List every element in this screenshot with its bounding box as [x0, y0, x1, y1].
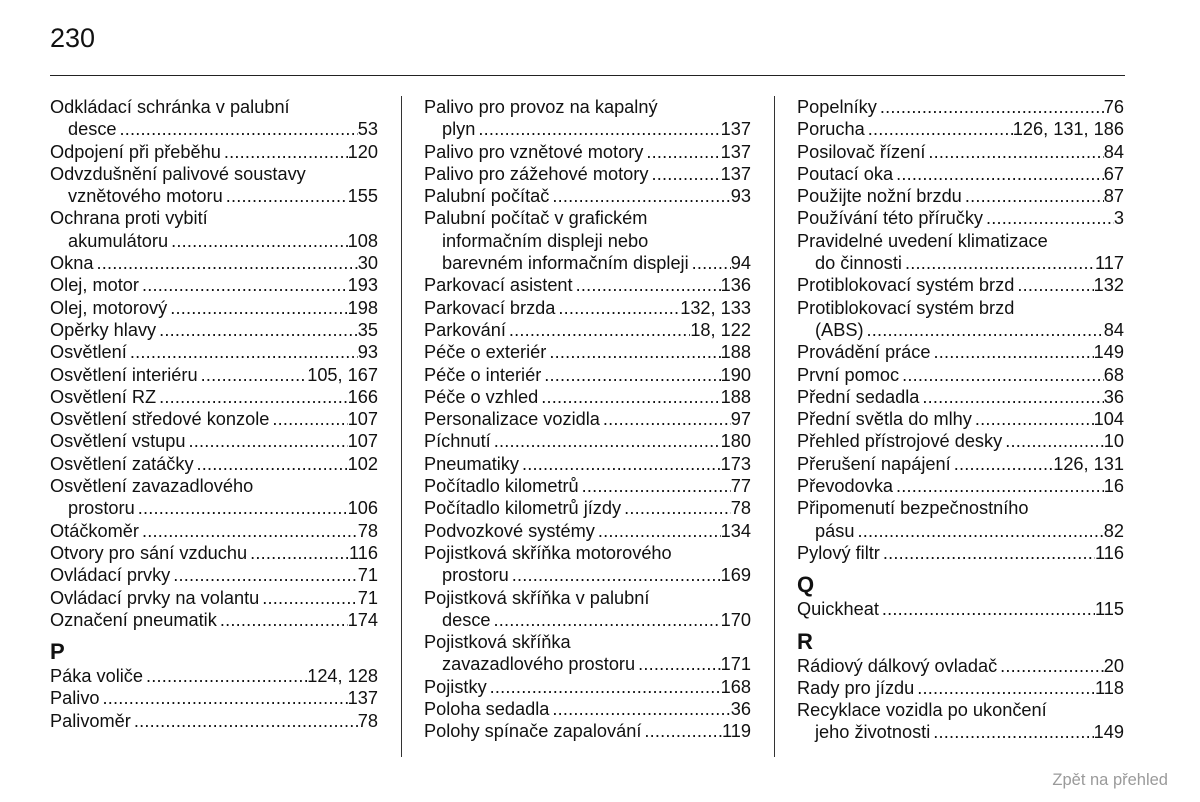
page-reference[interactable]: 118 [1095, 677, 1124, 698]
dot-leader [879, 598, 1095, 620]
entry-text: Počítadlo kilometrů jízdy [424, 498, 622, 519]
index-entry[interactable] [797, 96, 1124, 118]
entry-text: (ABS) [815, 319, 864, 340]
entry-text: Pojistková skříňka v palubní [424, 587, 650, 608]
page-reference[interactable]: 105, 167 [307, 364, 378, 385]
column-divider [774, 96, 775, 757]
entry-text: Počítadlo kilometrů [424, 476, 579, 497]
index-entry[interactable] [424, 587, 751, 632]
entry-text: První pomoc [797, 364, 900, 385]
section-letter: P [50, 639, 65, 665]
dot-leader [925, 141, 1103, 163]
section-letter: R [797, 628, 813, 654]
page-reference[interactable]: 193 [347, 275, 378, 296]
page-reference[interactable]: 68 [1103, 364, 1124, 385]
index-entry[interactable] [424, 341, 751, 363]
index-entry[interactable] [424, 163, 751, 185]
index-entry[interactable] [50, 542, 378, 564]
entry-text: Osvětlení zavazadlového [50, 476, 254, 497]
page-reference[interactable]: 104 [1093, 409, 1124, 430]
entry-text: Palivo pro zážehové motory [424, 163, 649, 184]
entry-text: Olej, motor [50, 275, 139, 296]
header-rule [50, 75, 1125, 76]
dot-leader [135, 497, 348, 519]
dot-leader [168, 230, 348, 252]
index-entry[interactable] [50, 453, 378, 475]
index-entry[interactable] [797, 341, 1124, 363]
page-reference[interactable]: 93 [357, 342, 378, 363]
entry-text: Odvzdušnění palivové soustavy [50, 163, 306, 184]
entry-text: barevném informačním displeji [442, 253, 689, 274]
index-entry[interactable] [424, 430, 751, 452]
entry-text: Otvory pro sání vzduchu [50, 542, 248, 563]
entry-text: do činnosti [815, 253, 902, 274]
page-reference[interactable]: 78 [357, 520, 378, 541]
index-entry[interactable] [424, 497, 751, 519]
index-entry[interactable] [50, 364, 378, 386]
entry-text: desce [442, 609, 491, 630]
index-entry[interactable] [424, 319, 751, 341]
page-reference[interactable]: 107 [347, 431, 378, 452]
dot-leader [600, 408, 731, 430]
entry-text: prostoru [68, 498, 135, 519]
index-entry[interactable] [424, 297, 751, 319]
entry-text: Poloha sedadla [424, 699, 550, 720]
index-entry[interactable] [50, 319, 378, 341]
dot-leader [1002, 430, 1104, 452]
dot-leader [635, 653, 721, 675]
page-reference[interactable]: 93 [730, 186, 751, 207]
page-reference[interactable]: 115 [1095, 599, 1124, 620]
page-number: 230 [50, 23, 96, 53]
dot-leader [139, 520, 358, 542]
page-reference[interactable]: 137 [720, 141, 751, 162]
dot-leader [491, 609, 721, 631]
index-entry[interactable] [797, 475, 1124, 497]
dot-leader [247, 542, 349, 564]
page-reference[interactable]: 78 [730, 498, 751, 519]
page-reference[interactable]: 71 [357, 587, 378, 608]
dot-leader [223, 185, 348, 207]
page-reference[interactable]: 87 [1103, 186, 1124, 207]
entry-text: Parkování [424, 319, 506, 340]
index-entry[interactable] [797, 542, 1124, 564]
page-reference[interactable]: 71 [357, 565, 378, 586]
dot-leader [156, 386, 348, 408]
index-entry[interactable] [50, 163, 378, 208]
page-reference[interactable]: 119 [722, 721, 751, 742]
dot-leader [170, 564, 357, 586]
entry-text: Protiblokovací systém brzd [797, 297, 1015, 318]
page-reference[interactable]: 116 [1095, 542, 1124, 563]
page-reference[interactable]: 16 [1103, 476, 1124, 497]
page-reference[interactable]: 170 [720, 609, 751, 630]
dot-leader [641, 720, 722, 742]
entry-text: Rady pro jízdu [797, 677, 915, 698]
index-entry[interactable] [50, 587, 378, 609]
entry-text: Personalizace vozidla [424, 409, 600, 430]
dot-leader [93, 252, 357, 274]
dot-leader [131, 710, 358, 732]
dot-leader [648, 163, 720, 185]
entry-text: vznětového motoru [68, 186, 223, 207]
dot-leader [127, 341, 358, 363]
entry-text: Pojistková skříňka [424, 632, 571, 653]
index-entry[interactable] [50, 687, 378, 709]
index-entry[interactable] [424, 453, 751, 475]
dot-leader [509, 564, 721, 586]
index-entry[interactable] [424, 698, 751, 720]
index-column-right [797, 96, 1124, 744]
dot-leader [259, 587, 358, 609]
index-entry[interactable] [50, 141, 378, 163]
entry-text: Péče o exteriér [424, 342, 547, 363]
page-reference[interactable]: 67 [1103, 163, 1124, 184]
entry-text: Poutací oka [797, 163, 894, 184]
page-reference[interactable]: 132, 133 [680, 297, 751, 318]
dot-leader [914, 677, 1095, 699]
page-reference[interactable]: 155 [347, 186, 378, 207]
index-entry[interactable] [50, 520, 378, 542]
index-entry[interactable] [797, 207, 1124, 229]
dot-leader [117, 118, 358, 140]
page-reference[interactable]: 117 [1095, 253, 1124, 274]
entry-text: Ovládací prvky na volantu [50, 587, 260, 608]
index-entry[interactable] [424, 386, 751, 408]
page-reference[interactable]: 3 [1113, 208, 1124, 229]
dot-leader [972, 408, 1094, 430]
entry-text: zavazadlového prostoru [442, 654, 636, 675]
dot-leader [962, 185, 1104, 207]
entry-text: Osvětlení vstupu [50, 431, 186, 452]
index-entry[interactable] [424, 274, 751, 296]
page-reference[interactable]: 137 [720, 119, 751, 140]
page-reference[interactable]: 30 [357, 253, 378, 274]
index-entry[interactable] [797, 598, 1124, 620]
dot-leader [156, 319, 358, 341]
entry-text: Přerušení napájení [797, 453, 951, 474]
dot-leader [854, 520, 1103, 542]
index-entry[interactable] [797, 386, 1124, 408]
dot-leader [491, 430, 721, 452]
page-reference[interactable]: 78 [357, 710, 378, 731]
dot-leader [549, 185, 730, 207]
dot-leader [167, 297, 347, 319]
page-reference[interactable]: 198 [347, 297, 378, 318]
index-entry[interactable] [797, 118, 1124, 140]
page-reference[interactable]: 149 [1093, 342, 1124, 363]
page-reference[interactable]: 134 [720, 520, 751, 541]
dot-leader [549, 698, 730, 720]
entry-text: Použijte nožní brzdu [797, 186, 962, 207]
index-entry[interactable] [797, 497, 1124, 542]
dot-leader [880, 542, 1095, 564]
dot-leader [217, 609, 348, 631]
entry-text: Osvětlení zatáčky [50, 453, 194, 474]
dot-leader [185, 430, 347, 452]
dot-leader [919, 386, 1103, 408]
entry-text: Osvětlení RZ [50, 386, 157, 407]
page-reference[interactable]: 149 [1093, 722, 1124, 743]
entry-text: Provádění práce [797, 342, 931, 363]
index-entry[interactable] [797, 677, 1124, 699]
entry-text: Posilovač řízení [797, 141, 926, 162]
index-entry[interactable] [424, 720, 751, 742]
entry-text: Osvětlení středové konzole [50, 409, 270, 430]
dot-leader [579, 475, 731, 497]
entry-text: Palubní počítač [424, 186, 550, 207]
page-reference[interactable]: 97 [730, 409, 751, 430]
page-reference[interactable]: 77 [730, 476, 751, 497]
entry-text: Polohy spínače zapalování [424, 721, 642, 742]
page-reference[interactable]: 132 [1093, 275, 1124, 296]
dot-leader [198, 364, 308, 386]
entry-text: Označení pneumatik [50, 609, 217, 630]
entry-text: Páka voliče [50, 666, 144, 687]
dot-leader [573, 274, 721, 296]
index-entry[interactable] [50, 408, 378, 430]
entry-text: Otáčkoměr [50, 520, 139, 541]
page-reference[interactable]: 107 [347, 409, 378, 430]
index-entry[interactable] [424, 631, 751, 676]
index-entry[interactable] [797, 185, 1124, 207]
entry-text: Ovládací prvky [50, 565, 171, 586]
dot-leader [983, 207, 1114, 229]
dot-leader [902, 252, 1095, 274]
page-reference[interactable]: 116 [349, 542, 378, 563]
page-reference[interactable]: 188 [720, 386, 751, 407]
entry-text: Pneumatiky [424, 453, 520, 474]
entry-text: Přední světla do mlhy [797, 409, 972, 430]
entry-text: Opěrky hlavy [50, 319, 157, 340]
page-reference[interactable]: 10 [1103, 431, 1124, 452]
page-reference[interactable]: 126, 131, 186 [1012, 119, 1124, 140]
entry-text: Péče o vzhled [424, 386, 539, 407]
index-entry[interactable] [50, 609, 378, 631]
dot-leader [221, 141, 348, 163]
column-divider [401, 96, 402, 757]
dot-leader [893, 163, 1104, 185]
page-reference[interactable]: 137 [720, 163, 751, 184]
dot-leader [595, 520, 721, 542]
index-entry[interactable] [50, 341, 378, 363]
index-entry[interactable] [50, 252, 378, 274]
page-reference[interactable]: 102 [347, 453, 378, 474]
entry-text: Pravidelné uvedení klimatizace [797, 230, 1048, 251]
entry-text: Přehled přístrojové desky [797, 431, 1003, 452]
entry-text: Popelníky [797, 97, 877, 117]
entry-text: Olej, motorový [50, 297, 168, 318]
entry-text: Osvětlení interiéru [50, 364, 198, 385]
dot-leader [930, 341, 1093, 363]
page-reference[interactable]: 36 [730, 699, 751, 720]
dot-leader [506, 319, 690, 341]
page-reference[interactable]: 20 [1103, 655, 1124, 676]
page-reference[interactable]: 124, 128 [307, 666, 378, 687]
dot-leader [194, 453, 348, 475]
index-entry[interactable] [424, 96, 751, 141]
index-entry[interactable] [797, 453, 1124, 475]
index-entry[interactable] [797, 297, 1124, 342]
index-entry[interactable] [424, 364, 751, 386]
page-reference[interactable]: 94 [730, 253, 751, 274]
entry-text: Parkovací asistent [424, 275, 573, 296]
dot-leader [519, 453, 721, 475]
page-reference[interactable]: 106 [347, 498, 378, 519]
entry-text: jeho životnosti [815, 722, 931, 743]
dot-leader [541, 364, 720, 386]
page-reference[interactable]: 174 [347, 609, 378, 630]
dot-leader [487, 676, 721, 698]
entry-text: Odpojení při přeběhu [50, 141, 221, 162]
index-entry[interactable] [50, 297, 378, 319]
index-entry[interactable] [797, 230, 1124, 275]
entry-text: Píchnutí [424, 431, 491, 452]
dot-leader [864, 319, 1104, 341]
index-entry[interactable] [50, 430, 378, 452]
index-entry[interactable] [50, 475, 378, 520]
index-entry[interactable] [797, 699, 1124, 744]
entry-text: akumulátoru [68, 230, 169, 251]
dot-leader [877, 96, 1104, 118]
entry-text: Porucha [797, 119, 865, 140]
dot-leader [143, 665, 307, 687]
page-reference[interactable]: 126, 131 [1053, 453, 1124, 474]
page-reference[interactable]: 173 [720, 453, 751, 474]
index-entry[interactable] [424, 141, 751, 163]
index-entry[interactable] [50, 564, 378, 586]
entry-text: Okna [50, 253, 94, 274]
page-reference[interactable]: 171 [720, 654, 751, 675]
index-entry[interactable] [797, 430, 1124, 452]
page-reference[interactable]: 82 [1103, 520, 1124, 541]
dot-leader [139, 274, 348, 296]
page-reference[interactable]: 36 [1103, 386, 1124, 407]
dot-leader [997, 655, 1104, 677]
index-entry[interactable] [424, 207, 751, 274]
dot-leader [643, 141, 720, 163]
entry-text: Odkládací schránka v palubní [50, 97, 290, 117]
entry-text: informačním displeji nebo [442, 230, 649, 251]
entry-text: Palivoměr [50, 710, 131, 731]
page-reference[interactable]: 53 [357, 119, 378, 140]
index-entry[interactable] [797, 364, 1124, 386]
page-reference[interactable]: 168 [720, 676, 751, 697]
page-reference[interactable]: 190 [720, 364, 751, 385]
dot-leader [269, 408, 347, 430]
entry-text: Podvozkové systémy [424, 520, 595, 541]
entry-text: Quickheat [797, 599, 879, 620]
page-reference[interactable]: 166 [347, 386, 378, 407]
dot-leader [893, 475, 1104, 497]
index-entry[interactable] [424, 542, 751, 587]
page-reference[interactable]: 137 [347, 688, 378, 709]
page-reference[interactable]: 84 [1103, 319, 1124, 340]
entry-text: Osvětlení [50, 342, 127, 363]
page-reference[interactable]: 180 [720, 431, 751, 452]
index-entry[interactable] [50, 665, 378, 687]
entry-text: Péče o interiér [424, 364, 542, 385]
dot-leader [475, 118, 720, 140]
dot-leader [546, 341, 720, 363]
dot-leader [899, 364, 1104, 386]
page-reference[interactable]: 84 [1103, 141, 1124, 162]
dot-leader [951, 453, 1054, 475]
page-reference[interactable]: 169 [720, 565, 751, 586]
entry-text: Používání této příručky [797, 208, 984, 229]
index-entry[interactable] [797, 655, 1124, 677]
page-reference[interactable]: 120 [347, 141, 378, 162]
page-reference[interactable]: 136 [720, 275, 751, 296]
index-column-left [50, 96, 378, 732]
dot-leader [865, 118, 1013, 140]
dot-leader [1014, 274, 1093, 296]
index-entry[interactable] [797, 141, 1124, 163]
index-entry[interactable] [50, 274, 378, 296]
entry-text: Palubní počítač v grafickém [424, 208, 648, 229]
entry-text: Převodovka [797, 476, 894, 497]
index-entry[interactable] [50, 386, 378, 408]
section-letter: Q [797, 572, 815, 598]
entry-text: Připomenutí bezpečnostního [797, 498, 1029, 519]
page-reference[interactable]: 76 [1103, 97, 1124, 117]
entry-text: prostoru [442, 565, 509, 586]
index-entry[interactable] [424, 185, 751, 207]
entry-text: Ochrana proti vybití [50, 208, 208, 229]
entry-text: Pojistková skříňka motorového [424, 542, 672, 563]
back-to-overview-link[interactable]: Zpět na přehled [1052, 771, 1168, 789]
index-entry[interactable] [797, 274, 1124, 296]
entry-text: pásu [815, 520, 855, 541]
entry-text: Palivo pro provoz na kapalný [424, 97, 658, 117]
index-entry[interactable] [424, 676, 751, 698]
dot-leader [689, 252, 731, 274]
entry-text: Recyklace vozidla po ukončení [797, 700, 1047, 721]
index-column-middle [424, 96, 751, 743]
index-entry[interactable] [424, 408, 751, 430]
entry-text: Palivo pro vznětové motory [424, 141, 644, 162]
dot-leader [930, 721, 1093, 743]
dot-leader [621, 497, 731, 519]
dot-leader [555, 297, 680, 319]
entry-text: Palivo [50, 688, 100, 709]
index-entry[interactable] [50, 96, 378, 141]
index-entry[interactable] [50, 207, 378, 252]
entry-text: Rádiový dálkový ovladač [797, 655, 998, 676]
page-reference[interactable]: 18, 122 [690, 319, 751, 340]
index-entry[interactable] [797, 163, 1124, 185]
dot-leader [100, 687, 348, 709]
entry-text: Protiblokovací systém brzd [797, 275, 1015, 296]
page-reference[interactable]: 108 [347, 230, 378, 251]
index-entry[interactable] [424, 520, 751, 542]
entry-text: Pojistky [424, 676, 487, 697]
index-entry[interactable] [797, 408, 1124, 430]
entry-text: desce [68, 119, 117, 140]
entry-text: plyn [442, 119, 476, 140]
entry-text: Přední sedadla [797, 386, 920, 407]
page-reference[interactable]: 35 [357, 319, 378, 340]
index-entry[interactable] [50, 710, 378, 732]
entry-text: Parkovací brzda [424, 297, 556, 318]
entry-text: Pylový filtr [797, 542, 880, 563]
index-entry[interactable] [424, 475, 751, 497]
dot-leader [538, 386, 720, 408]
page-reference[interactable]: 188 [720, 342, 751, 363]
